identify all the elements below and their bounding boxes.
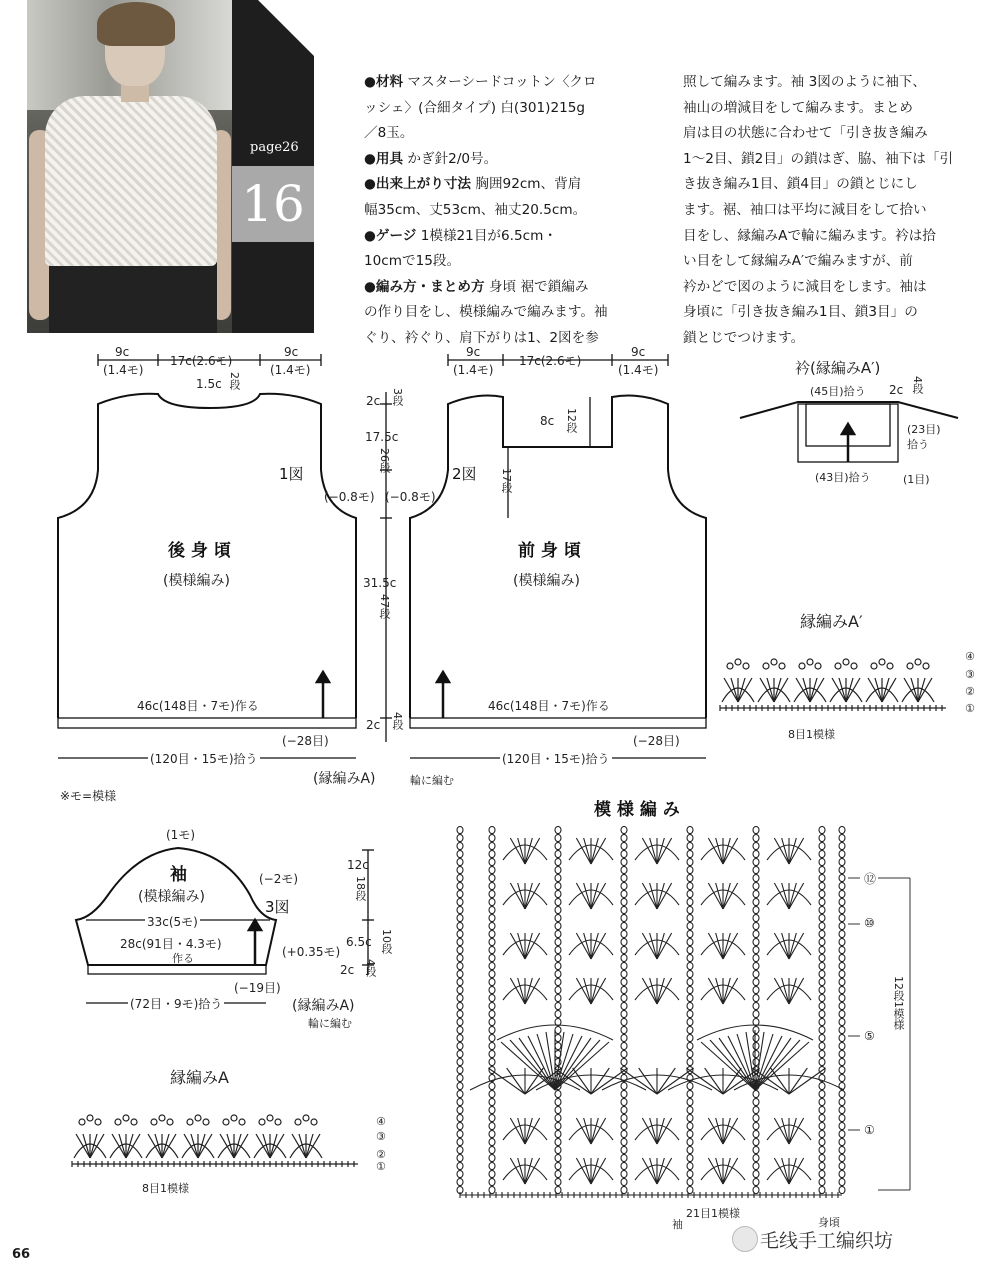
center-body: 31.5c [363, 576, 397, 590]
sleeve-cap-rows: 18段 [354, 876, 367, 901]
front-title: 前 身 頃 [518, 541, 581, 561]
front-hem-dec: (−28目) [633, 734, 680, 748]
collar-corner: (1目) [903, 473, 930, 486]
collar-depth-rows: 4段 [911, 376, 924, 394]
sleeve-side-rows: 10段 [380, 929, 393, 954]
sleeve-cap-dec: (−2モ) [259, 872, 299, 886]
center-border-name: (縁編みA) [313, 771, 376, 787]
front-foundation: 46c(148目・7モ)作る [488, 699, 610, 713]
instruction-line: 目をし、縁編みAで輪に編みます。衿は拾 [683, 227, 936, 244]
center-armhole: 17.5c [365, 430, 399, 444]
sleeve-subtitle: (模様編み) [138, 889, 205, 905]
instruction-line: 身頃に「引き抜き編み1目、鎖3目」の [683, 304, 918, 321]
pattern-row-12: ⑫ [864, 872, 877, 886]
collar-side-pickup-label: 拾う [907, 438, 929, 451]
front-side-rows: 17段 [500, 468, 513, 493]
pattern-number: 16 [232, 166, 314, 242]
center-body-rows: 47段 [378, 594, 391, 619]
sleeve-in-round: 輪に編む [308, 1017, 352, 1030]
sleeve-side-height: 6.5c [346, 935, 372, 949]
instruction-line: ッシェ〉(合細タイプ) 白(301)215g [364, 99, 586, 116]
pattern-row-10: ⑩ [864, 916, 875, 930]
center-shoulder-rows: 3段 [391, 388, 404, 406]
instruction-line: 袖山の増減目をして編みます。まとめ [683, 99, 914, 116]
sleeve-cap-height: 12c [347, 858, 369, 872]
sleeve-cuff-action: 作る [172, 952, 194, 965]
border-a-prime-repeat: 8目1模様 [788, 728, 835, 741]
pattern-body-label: 身頃 [818, 1216, 840, 1229]
center-armhole-rows: 26段 [378, 448, 391, 473]
instruction-line: ●出来上がり寸法 胸囲92cm、背肩 [364, 176, 582, 193]
back-hem-dec: (−28目) [282, 734, 329, 748]
front-neck-depth: 8c [540, 414, 555, 428]
abbreviation-note: ※モ=模様 [60, 789, 117, 803]
border-a-prime-row1: ① [965, 702, 975, 715]
watermark: 毛线手工编织坊 [760, 1230, 894, 1252]
center-in-round: 輪に編む [410, 774, 454, 787]
center-shoulder: 2c [366, 394, 381, 408]
pattern-chart [457, 826, 845, 1198]
instruction-line: き抜き編み1目、鎖4目」の鎖とじにし [683, 176, 918, 193]
back-dim-left-sub: (1.4モ) [103, 363, 144, 377]
front-fig-no: 2図 [452, 465, 477, 483]
front-dim-center: 17c(2.6モ) [519, 354, 582, 368]
front-subtitle: (模様編み) [513, 573, 580, 589]
back-fig-no: 1図 [279, 465, 304, 483]
collar-depth: 2c [889, 383, 904, 397]
instruction-line: 鎖とじでつけます。 [683, 329, 805, 346]
sleeve-width: 33c(5モ) [147, 915, 198, 929]
center-border-rows: 4段 [391, 712, 404, 730]
pattern-repeat-rows: 12段1模様 [892, 976, 905, 1030]
center-dec-left: (−0.8モ) [324, 490, 375, 504]
collar-side-pickup: (23目) [907, 423, 941, 436]
center-border: 2c [366, 718, 381, 732]
back-dim-right-sub: (1.4モ) [270, 363, 311, 377]
front-dim-right-sub: (1.4モ) [618, 363, 659, 377]
page-number: 66 [12, 1247, 31, 1262]
sleeve-pickup: (72目・9モ)拾う [130, 997, 223, 1011]
border-a-prime-title: 縁編みA′ [800, 612, 863, 631]
border-a-chart [72, 1115, 358, 1167]
sleeve-cuff-width: 28c(91目・4.3モ) [120, 937, 222, 951]
sleeve-top-count: (1モ) [166, 828, 195, 842]
border-a-prime-chart [720, 659, 946, 711]
instruction-line: 1～2目、鎖2目」の鎖はぎ、脇、袖下は「引 [683, 150, 954, 167]
wechat-icon [732, 1226, 758, 1252]
back-dim-left: 9c [115, 345, 130, 359]
sleeve-side-inc: (+0.35モ) [282, 945, 341, 959]
pattern-row-1: ① [864, 1123, 875, 1137]
border-a-title: 縁編みA [170, 1068, 229, 1087]
border-a-row4: ④ [376, 1115, 386, 1128]
front-dim-left-sub: (1.4モ) [453, 363, 494, 377]
back-neck-depth: 1.5c [196, 377, 222, 391]
back-dim-right: 9c [284, 345, 299, 359]
instruction-line: ●ゲージ 1模様21目が6.5cm・ [364, 227, 557, 244]
border-a-prime-row3: ③ [965, 668, 975, 681]
instruction-line: 照して編みます。袖 3図のように袖下、 [683, 74, 926, 90]
border-a-repeat: 8目1模様 [142, 1182, 189, 1195]
front-dim-right: 9c [631, 345, 646, 359]
pattern-title: 模 様 編 み [594, 800, 680, 820]
border-a-prime-row2: ② [965, 685, 975, 698]
pattern-repeat-sts: 21目1模様 [686, 1207, 740, 1220]
sleeve-border-height: 2c [340, 963, 355, 977]
pattern-sleeve-label: 袖 [672, 1218, 683, 1231]
instruction-line: の作り目をし、模様編みで編みます。袖 [364, 304, 608, 321]
sleeve-cuff-dec: (−19目) [234, 981, 281, 995]
back-pickup: (120目・15モ)拾う [150, 752, 258, 766]
instruction-line: 10cmで15段。 [364, 253, 461, 270]
instruction-line: ●編み方・まとめ方 身頃 裾で鎖編み [364, 278, 589, 295]
border-a-prime-row4: ④ [965, 650, 975, 663]
front-pickup: (120目・15モ)拾う [502, 752, 610, 766]
instruction-line: 幅35cm、丈53cm、袖丈20.5cm。 [364, 201, 587, 218]
sleeve-border-name: (縁編みA) [292, 998, 355, 1014]
sleeve-fig-no: 3図 [265, 898, 290, 916]
instruction-line: 衿かどで図のように減目をします。袖は [683, 278, 927, 295]
back-dim-center: 17c(2.6モ) [170, 354, 233, 368]
pattern-row-5: ⑤ [864, 1029, 875, 1043]
border-a-row1: ① [376, 1160, 386, 1173]
back-neck-rows: 2段 [228, 372, 241, 390]
collar-title: 衿(縁編みA′) [795, 359, 881, 377]
center-dec-right: (−0.8モ) [385, 490, 436, 504]
instruction-line: ／8玉。 [364, 125, 414, 142]
back-subtitle: (模様編み) [163, 573, 230, 589]
back-title: 後 身 頃 [168, 541, 231, 561]
instruction-line: 肩は目の状態に合わせて「引き抜き編み [683, 125, 928, 142]
instruction-line: ます。裾、袖口は平均に減目をして拾い [683, 201, 927, 218]
instruction-line: い目をして縁編みA′で編みますが、前 [683, 253, 913, 270]
border-a-row3: ③ [376, 1130, 386, 1143]
instruction-line: ●材料 マスターシードコットン〈クロ [364, 74, 597, 90]
instruction-line: ●用具 かぎ針2/0号。 [364, 150, 498, 167]
sleeve-border-rows: 4段 [364, 959, 377, 977]
front-dim-left: 9c [466, 345, 481, 359]
sleeve-title: 袖 [170, 865, 187, 885]
collar-bottom-pickup: (43目)拾う [815, 471, 871, 484]
front-neck-rows: 12段 [565, 408, 578, 433]
page-ref: page26 [250, 140, 299, 155]
instruction-line: ぐり、衿ぐり、肩下がりは1、2図を参 [364, 329, 599, 346]
collar-top-pickup: (45目)拾う [810, 385, 866, 398]
back-foundation: 46c(148目・7モ)作る [137, 699, 259, 713]
border-a-row2: ② [376, 1148, 386, 1161]
